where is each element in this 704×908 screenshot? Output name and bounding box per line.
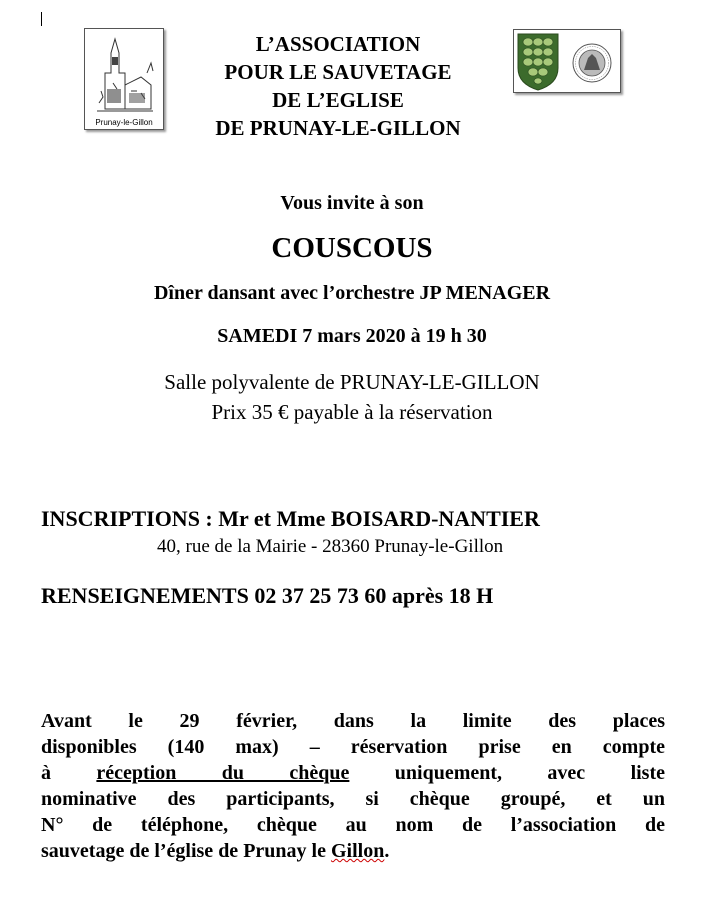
church-drawing-logo (84, 28, 164, 130)
notice-line-4: nominative des participants, si chèque groupé, et un (41, 788, 665, 810)
inscriptions-line: INSCRIPTIONS : Mr et Mme BOISARD-NANTIER (41, 506, 540, 531)
association-title (168, 30, 508, 142)
shield-icon (518, 34, 558, 90)
event-date: SAMEDI 7 mars 2020 à 19 h 30 (217, 325, 487, 347)
text-cursor (41, 12, 42, 26)
event-subtitle: Dîner dansant avec l’orchestre JP MENAGER (153, 282, 551, 304)
title-line-3: DE L’EGLISE (272, 88, 404, 112)
notice-line-2: disponibles (140 max) – réservation prise en compte (41, 736, 665, 758)
title-line-1: L’ASSOCIATION (255, 32, 421, 56)
notice-line-5: N° de téléphone, chèque au nom de l’association de (41, 814, 665, 836)
coat-of-arms-logos (513, 29, 621, 93)
seal-icon (573, 44, 611, 82)
event-title: COUSCOUS (271, 232, 433, 264)
notice-line-3: à réception du chèque uniquement, avec liste (41, 762, 665, 784)
notice-line-1: Avant le 29 février, dans la limite des places (41, 710, 665, 732)
spellcheck-word: Gillon (330, 840, 385, 862)
title-line-2: POUR LE SAUVETAGE (224, 60, 452, 84)
event-price: Prix 35 € payable à la réservation (211, 400, 493, 424)
address-line: 40, rue de la Mairie - 28360 Prunay-le-Gillon (157, 536, 504, 557)
church-sketch-image (91, 33, 157, 117)
underlined-cheque-text: réception du chèque (96, 762, 350, 784)
title-line-4: DE PRUNAY-LE-GILLON (215, 116, 461, 140)
event-venue: Salle polyvalente de PRUNAY-LE-GILLON (164, 370, 540, 394)
logo-caption: Prunay-le-Gillon (95, 118, 153, 127)
renseignements-line: RENSEIGNEMENTS 02 37 25 73 60 après 18 H (41, 583, 494, 608)
notice-line-6: sauvetage de l’église de Prunay le Gillon. (41, 840, 390, 862)
reservation-notice (41, 708, 665, 864)
invite-intro: Vous invite à son (280, 192, 424, 214)
